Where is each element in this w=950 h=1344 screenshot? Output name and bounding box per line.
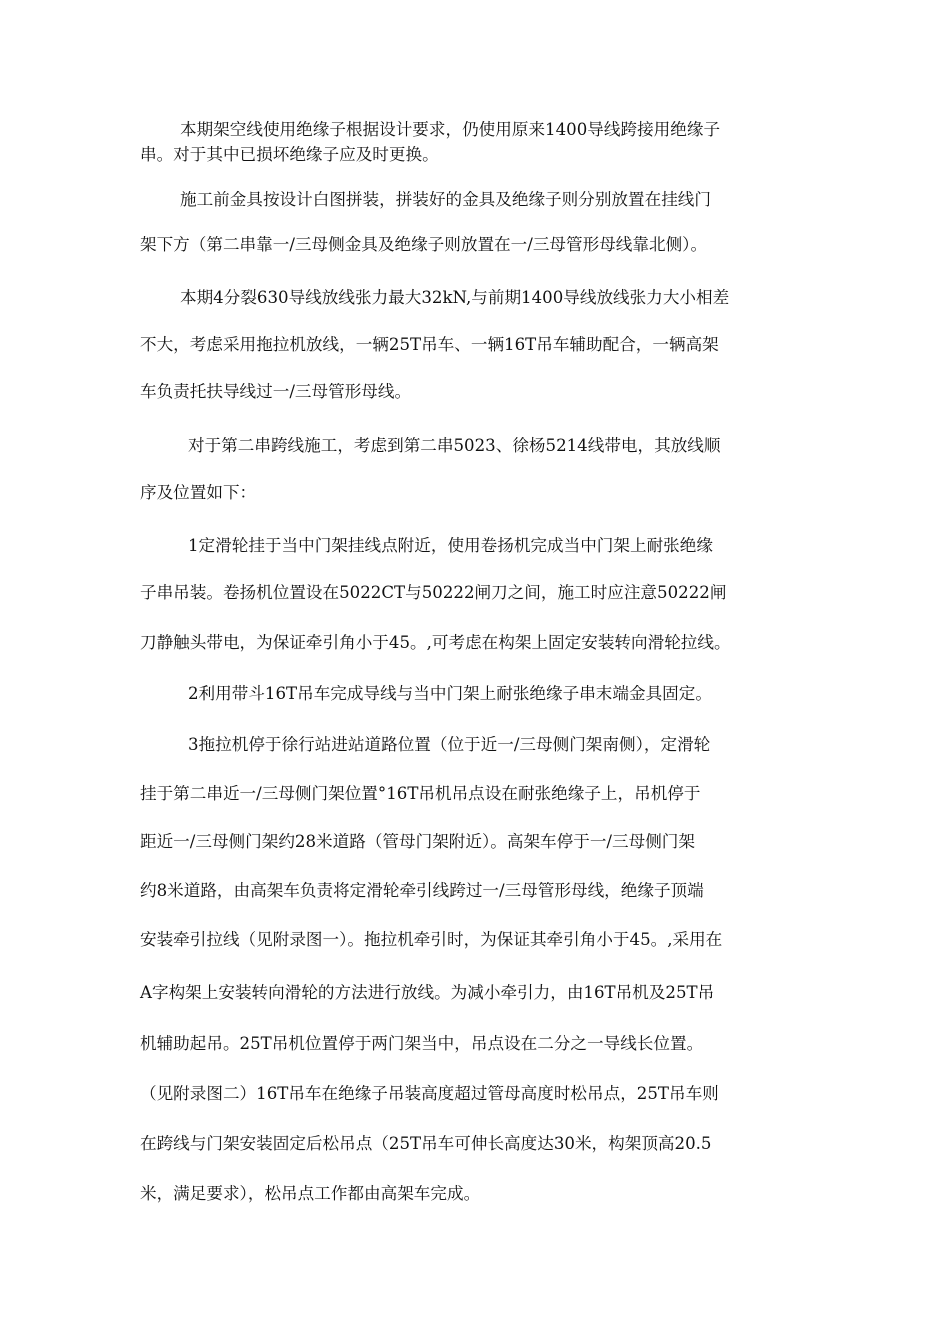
paragraph-2-line-2: 架下方（第二串靠一/三母侧金具及绝缘子则放置在一/三母管形母线靠北侧）。 bbox=[140, 235, 708, 254]
paragraph-2-line-1: 施工前金具按设计白图拼装，拼装好的金具及绝缘子则分别放置在挂线门 bbox=[180, 190, 711, 209]
paragraph-7-line-7: 机辅助起吊。25T吊机位置停于两门架当中，吊点设在二分之一导线长位置。 bbox=[140, 1034, 704, 1053]
paragraph-5-line-3: 刀静触头带电，为保证牵引角小于45。,可考虑在构架上固定安装转向滑轮拉线。 bbox=[140, 633, 731, 652]
paragraph-1-line-2: 串。对于其中已损坏绝缘子应及时更换。 bbox=[140, 145, 439, 164]
paragraph-7-line-9: 在跨线与门架安装固定后松吊点（25T吊车可伸长高度达30米，构架顶高20.5 bbox=[140, 1134, 712, 1153]
paragraph-7-line-5: 安装牵引拉线（见附录图一）。拖拉机牵引时，为保证其牵引角小于45。,采用在 bbox=[140, 930, 723, 949]
paragraph-3-line-2: 不大，考虑采用拖拉机放线，一辆25T吊车、一辆16T吊车辅助配合，一辆高架 bbox=[140, 335, 719, 354]
paragraph-3-line-3: 车负责托扶导线过一/三母管形母线。 bbox=[140, 382, 412, 401]
paragraph-4-line-1: 对于第二串跨线施工，考虑到第二串5023、徐杨5214线带电，其放线顺 bbox=[188, 436, 721, 455]
paragraph-7-line-10: 米，满足要求），松吊点工作都由高架车完成。 bbox=[140, 1184, 481, 1203]
paragraph-5-line-2: 子串吊装。卷扬机位置设在5022CT与50222闸刀之间，施工时应注意50222闸 bbox=[140, 583, 727, 602]
paragraph-4-line-2: 序及位置如下： bbox=[140, 483, 257, 502]
paragraph-6-line-1: 2利用带斗16T吊车完成导线与当中门架上耐张绝缘子串末端金具固定。 bbox=[188, 684, 712, 703]
paragraph-7-line-1: 3拖拉机停于徐行站进站道路位置（位于近一/三母侧门架南侧），定滑轮 bbox=[188, 735, 711, 754]
paragraph-7-line-8: （见附录图二）16T吊车在绝缘子吊装高度超过管母高度时松吊点，25T吊车则 bbox=[140, 1084, 719, 1103]
paragraph-3-line-1: 本期4分裂630导线放线张力最大32kN,与前期1400导线放线张力大小相差 bbox=[180, 288, 730, 307]
paragraph-1-line-1: 本期架空线使用绝缘子根据设计要求，仍使用原来1400导线跨接用绝缘子 bbox=[180, 120, 721, 139]
paragraph-7-line-6: A字构架上安装转向滑轮的方法进行放线。为减小牵引力，由16T吊机及25T吊 bbox=[140, 983, 715, 1002]
paragraph-5-line-1: 1定滑轮挂于当中门架挂线点附近，使用卷扬机完成当中门架上耐张绝缘 bbox=[188, 536, 713, 555]
paragraph-7-line-4: 约8米道路，由高架车负责将定滑轮牵引线跨过一/三母管形母线，绝缘子顶端 bbox=[140, 881, 704, 900]
paragraph-7-line-2: 挂于第二串近一/三母侧门架位置°16T吊机吊点设在耐张绝缘子上，吊机停于 bbox=[140, 784, 701, 803]
paragraph-7-line-3: 距近一/三母侧门架约28米道路（管母门架附近）。高架车停于一/三母侧门架 bbox=[140, 832, 695, 851]
